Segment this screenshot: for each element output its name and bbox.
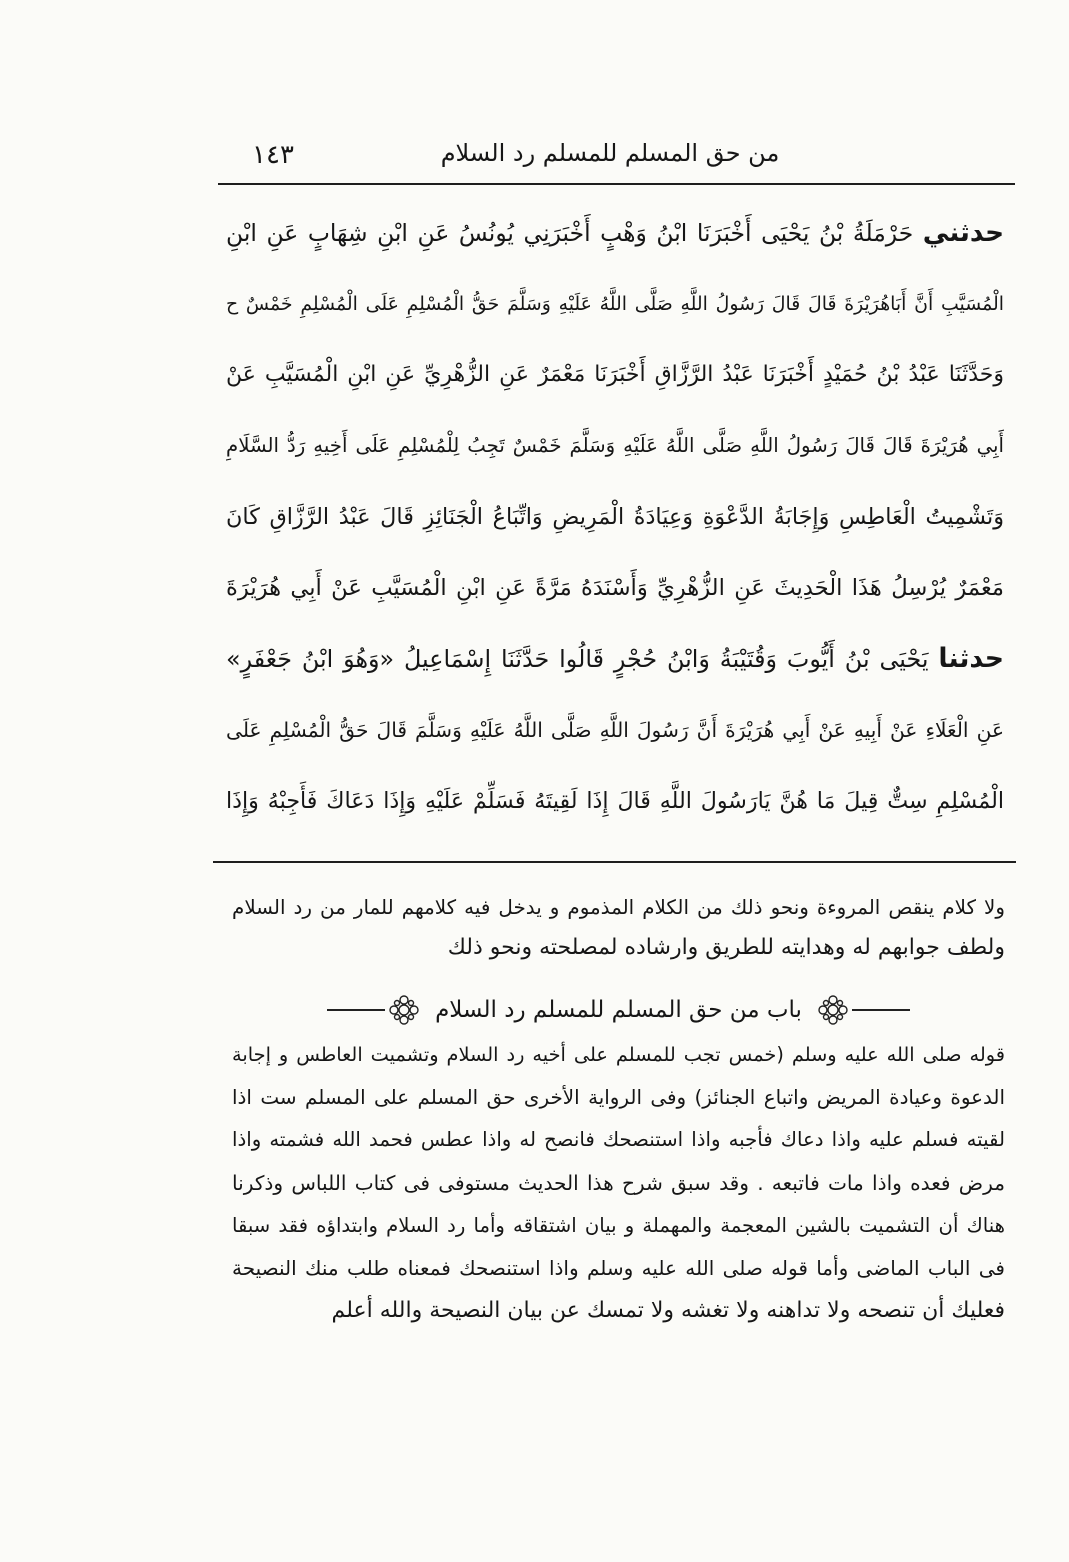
hadith-line-text: وَتَشْمِيتُ الْعَاطِسِ وَإِجَابَةُ الدَّعْوَةِ وَعِيَادَةُ الْمَرِيضِ وَاتِّبَاعُ الْجَنَائِزِ قَالَ عَبْدُ الرَّزَّاقِ كَانَ bbox=[226, 504, 1004, 530]
commentary-line-text: لقيته فسلم عليه واذا دعاك فأجبه واذا استنصحك فانصح له واذا عطس فحمد الله فشمته واذا bbox=[232, 1128, 1005, 1151]
hadith-line bbox=[226, 202, 1004, 264]
ornament-dash bbox=[327, 1009, 385, 1011]
commentary-line-text: فعليك أن تنصحه ولا تداهنه ولا تغشه ولا تمسك عن بيان النصيحة والله أعلم bbox=[331, 1298, 1005, 1323]
chapter-title: باب من حق المسلم للمسلم رد السلام bbox=[435, 997, 802, 1023]
commentary-line bbox=[232, 888, 1005, 928]
hadith-line bbox=[226, 770, 1004, 832]
hadith-lead-word: حدثنا bbox=[938, 643, 1004, 674]
hadith-line bbox=[226, 486, 1004, 548]
commentary-line bbox=[232, 1163, 1005, 1203]
commentary-line-text: الدعوة وعيادة المريض واتباع الجنائز) وفى الرواية الأخرى حق المسلم على المسلم ست اذا bbox=[232, 1086, 1005, 1109]
commentary-line-text: مرض فعده واذا مات فاتبعه . وقد سبق شرح هذا الحديث مستوفى فى كتاب اللباس وذكرنا bbox=[232, 1171, 1005, 1195]
hadith-line-text: أَبِي هُرَيْرَةَ قَالَ قَالَ رَسُولُ اللَّهِ صَلَّى اللَّهُ عَلَيْهِ وَسَلَّمَ خَمْسٌ تَجِبُ لِلْمُسْلِمِ عَلَى أَخِيهِ رَدُّ السَّلَامِ bbox=[226, 434, 1004, 457]
hadith-line bbox=[226, 557, 1004, 619]
running-header-title: من حق المسلم للمسلم رد السلام bbox=[440, 139, 780, 167]
hadith-line bbox=[226, 699, 1004, 761]
commentary-line-text: قوله صلى الله عليه وسلم (خمس تجب للمسلم على أخيه رد السلام وتشميت العاطس و إجابة bbox=[232, 1043, 1005, 1066]
hadith-line-text: مَعْمَرٌ يُرْسِلُ هَذَا الْحَدِيثَ عَنِ الزُّهْرِيِّ وَأَسْنَدَهُ مَرَّةً عَنِ ابْنِ الْمُسَيَّبِ عَنْ أَبِي هُرَيْرَةَ bbox=[226, 575, 1004, 601]
ornament-icon bbox=[816, 995, 850, 1025]
header-rule bbox=[218, 183, 1015, 185]
hadith-line bbox=[226, 628, 1004, 690]
hadith-line-text: عَنِ الْعَلَاءِ عَنْ أَبِيهِ عَنْ أَبِي هُرَيْرَةَ أَنَّ رَسُولَ اللَّهِ صَلَّى اللَّهُ عَلَيْهِ وَسَلَّمَ قَالَ حَقُّ الْمُسْلِمِ عَلَى bbox=[226, 718, 1004, 742]
hadith-line bbox=[226, 415, 1004, 477]
hadith-line-text: الْمُسْلِمِ سِتٌّ قِيلَ مَا هُنَّ يَارَسُولَ اللَّهِ قَالَ إِذَا لَقِيتَهُ فَسَلِّمْ عَلَيْهِ وَإِذَا دَعَاكَ فَأَجِبْهُ وَإِذَا bbox=[226, 788, 1004, 814]
hadith-line-text: يَحْيَى بْنُ أَيُّوبَ وَقُتَيْبَةُ وَابْنُ حُجْرٍ قَالُوا حَدَّثَنَا إِسْمَاعِيلُ «وَهُوَ ابْنُ جَعْفَرٍ» bbox=[226, 645, 929, 673]
commentary-line-text: فى الباب الماضى وأما قوله صلى الله عليه وسلم واذا استنصحك فمعناه طلب منك النصيحة bbox=[232, 1256, 1005, 1280]
hadith-line-text: حَرْمَلَةُ بْنُ يَحْيَى أَخْبَرَنَا ابْنُ وَهْبٍ أَخْبَرَنِي يُونُسُ عَنِ ابْنِ شِهَابٍ عَنِ ابْنِ bbox=[226, 219, 914, 247]
commentary-line bbox=[232, 928, 1005, 968]
hadith-line-text: وَحَدَّثَنَا عَبْدُ بْنُ حُمَيْدٍ أَخْبَرَنَا عَبْدُ الرَّزَّاقِ أَخْبَرَنَا مَعْمَرٌ عَنِ الزُّهْرِيِّ عَنِ ابْنِ الْمُسَيَّبِ عَنْ bbox=[226, 362, 1004, 387]
commentary-line bbox=[232, 1035, 1005, 1075]
page-number: ١٤٣ bbox=[252, 140, 294, 170]
hadith-line bbox=[226, 273, 1004, 335]
hadith-line-text: الْمُسَيَّبِ أَنَّ أَبَاهُرَيْرَةَ قَالَ قَالَ رَسُولُ اللَّهِ صَلَّى اللَّهُ عَلَيْهِ وَسَلَّمَ حَقُّ الْمُسْلِمِ عَلَى الْمُسْلِمِ خَمْسٌ ح bbox=[226, 293, 1004, 315]
commentary-line-text: هناك أن التشميت بالشين المعجمة والمهملة و بيان اشتقاقه وأما رد السلام وابتداؤه فقد سبقا bbox=[232, 1214, 1005, 1237]
hadith-lead-word: حدثني bbox=[922, 218, 1004, 248]
commentary-line bbox=[232, 1206, 1005, 1246]
commentary-line bbox=[232, 1120, 1005, 1160]
commentary-line bbox=[232, 1291, 1005, 1331]
commentary-line bbox=[232, 1248, 1005, 1288]
chapter-ornament-left bbox=[327, 995, 421, 1025]
commentary-line-text: ولطف جوابهم له وهدايته للطريق وارشاده لمصلحته ونحو ذلك bbox=[447, 935, 1005, 960]
footnote-separator bbox=[213, 861, 1016, 863]
commentary-line bbox=[232, 1078, 1005, 1118]
chapter-heading bbox=[232, 988, 1005, 1032]
hadith-line bbox=[226, 344, 1004, 406]
commentary-line-text: ولا كلام ينقص المروءة ونحو ذلك من الكلام المذموم و يدخل فيه كلامهم للمار من رد السلام bbox=[232, 896, 1005, 919]
chapter-ornament-right bbox=[816, 995, 910, 1025]
ornament-dash bbox=[852, 1009, 910, 1011]
ornament-icon bbox=[387, 995, 421, 1025]
